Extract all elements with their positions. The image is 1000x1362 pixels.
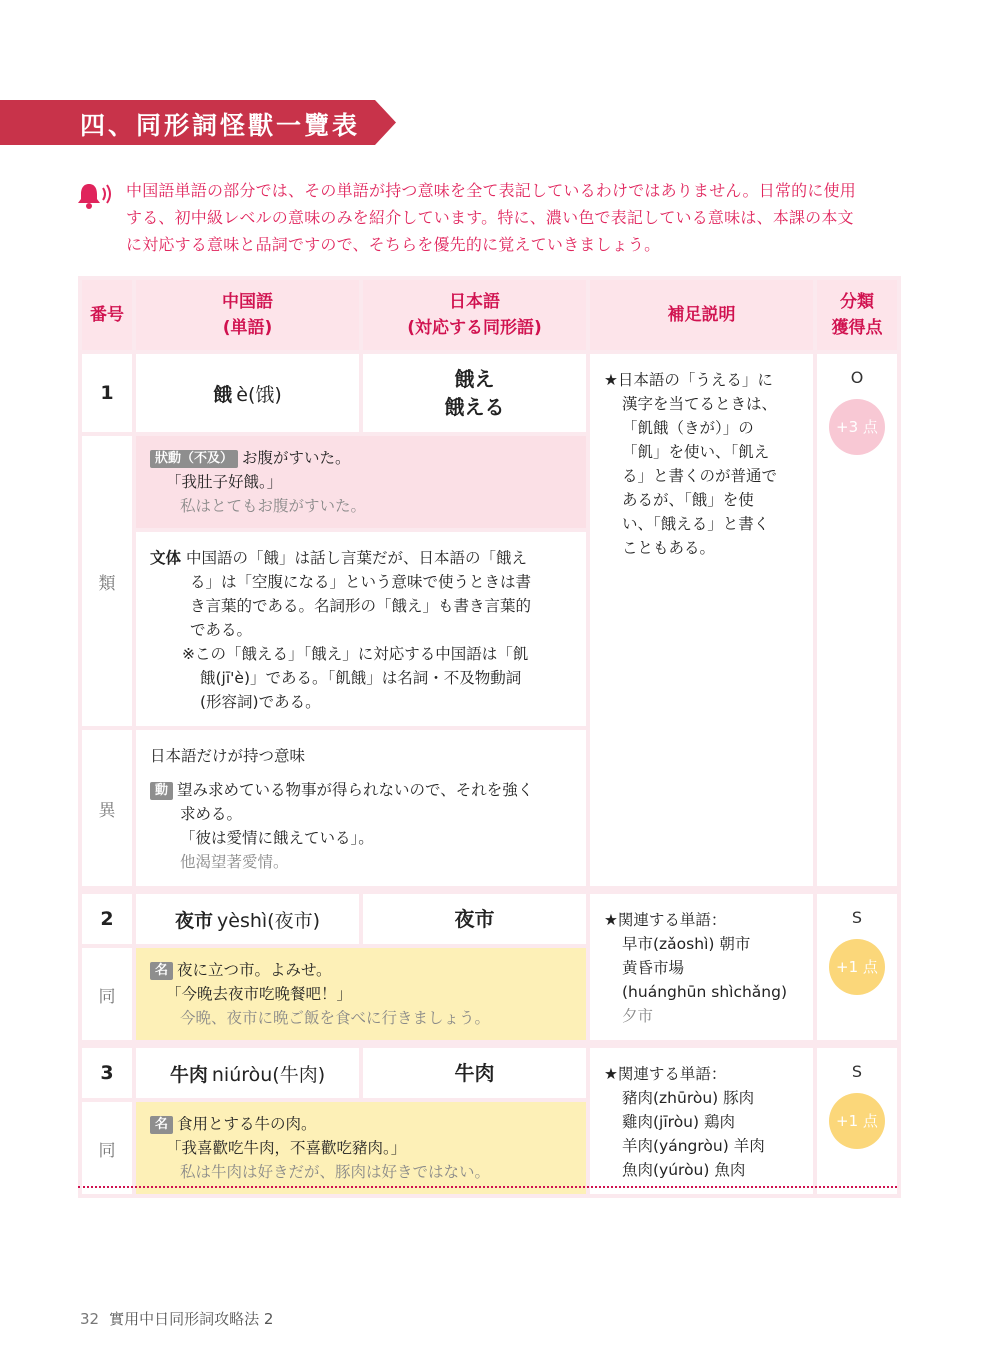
points-badge: +3 点 [829, 399, 885, 455]
supplement-note: ★日本語の「うえる」に 漢字を当てるときは、 「飢餓（きが）」の 「飢」を使い、「飢え る」と書くのが普通で あるが、「餓」を使 い、「餓える」と書く こともある。 [590, 354, 813, 886]
table-row [82, 354, 897, 432]
side-label-tong: 同 [82, 1102, 132, 1194]
bell-icon [76, 180, 114, 210]
table-row [82, 894, 897, 944]
intro-line: する、初中級レベルの意味のみを紹介しています。特に、濃い色で表記している意味は、本課の本文 [126, 208, 854, 227]
chinese-word: 牛肉 niúròu(牛肉) [136, 1048, 359, 1098]
example-jp: 今晩、夜市に晩ご飯を食べに行きましょう。 [180, 1009, 491, 1027]
supplement-note: ★関連する単語： 豬肉(zhūròu) 豚肉 雞肉(jīròu) 鶏肉 羊肉(yángròu) 羊肉 魚肉(yúròu) 魚肉 [590, 1048, 813, 1194]
intro-line: に対応する意味と品詞ですので、そちらを優先的に覚えていきましょう。 [126, 235, 661, 254]
table-row [82, 1048, 897, 1098]
example-box: 名 食用とする牛の肉。 「我喜歡吃牛肉，不喜歡吃豬肉。」 私は牛肉は好きだが、豚肉は好きではない。 [136, 1102, 586, 1194]
style-note: 文体 中国語の「餓」は話し言葉だが、日本語の「餓え る」は「空腹になる」という意味で使うときは書 き言葉的である。名詞形の「餓え」も書き言葉的 である。 ※この「餓える」「餓え」に対応する中国語は「飢 餓(jī'è)」である。「飢餓」は名詞・不及物動詞 (形容詞)である。 [136, 532, 586, 726]
class-label: O [850, 368, 864, 387]
chinese-word: 餓 è(饿) [136, 354, 359, 432]
page-footer [80, 1308, 273, 1329]
difference-box: 日本語だけが持つ意味 動 望み求めている物事が得られないので、それを強く 求める。 「彼は愛情に餓えている」。 他渴望著愛情。 [136, 730, 586, 886]
header-num: 番号 [82, 280, 132, 350]
table-bottom-divider [78, 1186, 897, 1188]
page-number: 32 [80, 1310, 100, 1328]
example-zh: 「我喜歡吃牛肉，不喜歡吃豬肉。」 [166, 1139, 407, 1157]
pos-tag: 狀動（不及） [150, 450, 238, 468]
header-class: 分類 獲得点 [817, 280, 897, 350]
header-japanese: 日本語 (対応する同形語) [363, 280, 586, 350]
difference-title: 日本語だけが持つ意味 [150, 747, 306, 765]
class-points [817, 894, 897, 1040]
example-jp: 私はとてもお腹がすいた。 [180, 497, 367, 515]
japanese-word: 牛肉 [363, 1048, 586, 1098]
entry-num: 2 [82, 894, 132, 944]
example-zh: 「今晚去夜市吃晚餐吧！」 [166, 985, 353, 1003]
class-points [817, 1048, 897, 1194]
example-zh: 「我肚子好餓。」 [166, 473, 283, 491]
intro-line: 中国語単語の部分では、その単語が持つ意味を全て表記しているわけではありません。日常的に使用 [126, 181, 856, 200]
entry-num: 3 [82, 1048, 132, 1098]
header-notes: 補足説明 [590, 280, 813, 350]
section-banner [0, 100, 396, 145]
pos-tag: 動 [150, 782, 173, 800]
example-box: 狀動（不及） お腹がすいた。 「我肚子好餓。」 私はとてもお腹がすいた。 [136, 436, 586, 528]
example-jp: 私は牛肉は好きだが、豚肉は好きではない。 [180, 1163, 491, 1181]
chinese-word: 夜市 yèshì(夜市) [136, 894, 359, 944]
points-badge: +1 点 [829, 939, 885, 995]
class-points [817, 354, 897, 886]
side-label-yi: 異 [82, 730, 132, 886]
japanese-word: 夜市 [363, 894, 586, 944]
side-label-lei: 類 [82, 436, 132, 726]
pos-tag: 名 [150, 962, 173, 980]
section-title: 四、同形詞怪獸一覽表 [80, 111, 361, 140]
side-label-tong: 同 [82, 948, 132, 1040]
class-label: S [851, 908, 863, 927]
table-header-row [82, 280, 897, 350]
homograph-table [78, 276, 901, 1198]
pos-tag: 名 [150, 1116, 173, 1134]
entry-num: 1 [82, 354, 132, 432]
book-title: 實用中日同形詞攻略法 2 [109, 1310, 274, 1328]
japanese-word: 餓え 餓える [363, 354, 586, 432]
supplement-note: ★関連する単語： 早市(zǎoshì) 朝市 黄昏市場 (huánghūn shìchǎng) 夕市 [590, 894, 813, 1040]
header-chinese: 中国語 (単語) [136, 280, 359, 350]
example-box: 名 夜に立つ市。よみせ。 「今晚去夜市吃晚餐吧！」 今晩、夜市に晩ご飯を食べに行きましょう。 [136, 948, 586, 1040]
intro-text [126, 177, 906, 258]
class-label: S [851, 1062, 863, 1081]
points-badge: +1 点 [829, 1093, 885, 1149]
